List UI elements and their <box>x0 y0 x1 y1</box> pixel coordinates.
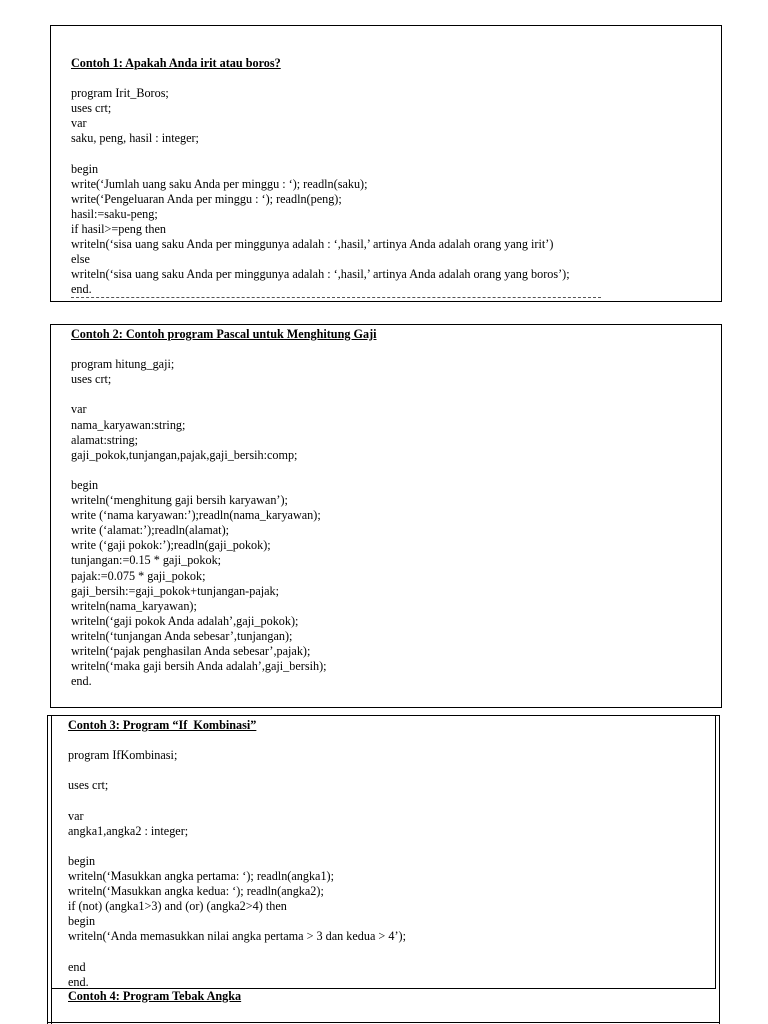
example-4-title: Contoh 4: Program Tebak Angka <box>68 988 242 1003</box>
code-line: uses crt; <box>71 372 112 387</box>
code-line: var <box>68 808 84 823</box>
code-line: writeln(nama_karyawan); <box>71 598 197 613</box>
code-line: write (‘alamat:’);readln(alamat); <box>71 523 230 538</box>
code-line: writeln(‘sisa uang saku Anda per minggunya adalah : ‘,hasil,’ artinya Anda adalah orang yang irit’) <box>71 237 554 252</box>
code-line: begin <box>71 161 99 176</box>
example-3-title: Contoh 3: Program “If Kombinasi” <box>68 718 257 732</box>
code-line <box>71 147 711 162</box>
code-line: begin <box>68 914 96 929</box>
code-line: alamat:string; <box>71 432 139 447</box>
code-line: write (‘gaji pokok:’);readln(gaji_pokok); <box>71 538 271 553</box>
code-line: writeln(‘maka gaji bersih Anda adalah’,gaji_bersih); <box>71 659 327 674</box>
frame-line <box>51 715 52 1024</box>
code-line: writeln(‘tunjangan Anda sebesar’,tunjangan); <box>71 628 293 643</box>
code-line: writeln(‘Masukkan angka kedua: ‘); readln(angka2); <box>68 884 324 899</box>
code-line <box>71 342 711 357</box>
code-line: program Irit_Boros; <box>71 86 169 101</box>
code-line: hasil:=saku-peng; <box>71 206 158 221</box>
code-line: write(‘Jumlah uang saku Anda per minggu : ‘); readln(saku); <box>71 176 368 191</box>
code-line: writeln(‘gaji pokok Anda adalah’,gaji_pokok); <box>71 613 299 628</box>
frame-line <box>715 715 716 989</box>
code-line <box>68 763 709 778</box>
code-line <box>71 463 711 478</box>
code-line: if (not) (angka1>3) and (or) (angka2>4) then <box>68 899 287 914</box>
code-line: gaji_bersih:=gaji_pokok+tunjangan-pajak; <box>71 583 280 598</box>
code-line: writeln(‘Masukkan angka pertama: ‘); readln(angka1); <box>68 868 334 883</box>
code-line: var <box>71 116 87 131</box>
code-line: end. <box>71 674 92 689</box>
code-line <box>68 793 709 808</box>
code-line: saku, peng, hasil : integer; <box>71 131 199 146</box>
code-line: end. <box>71 282 92 297</box>
example-2-title: Contoh 2: Contoh program Pascal untuk Menghitung Gaji <box>71 327 377 341</box>
code-line <box>71 71 711 86</box>
example-3-box <box>47 715 720 1024</box>
code-line: angka1,angka2 : integer; <box>68 823 189 838</box>
code-line: pajak:=0.075 * gaji_pokok; <box>71 568 206 583</box>
code-line: else <box>71 252 90 267</box>
code-line: program hitung_gaji; <box>71 357 175 372</box>
code-line: write (‘nama karyawan:’);readln(nama_karyawan); <box>71 508 321 523</box>
code-line: writeln(‘sisa uang saku Anda per minggunya adalah : ‘,hasil,’ artinya Anda adalah orang yang boros’); <box>71 267 570 282</box>
code-line: uses crt; <box>68 778 109 793</box>
code-line: write(‘Pengeluaran Anda per minggu : ‘); readln(peng); <box>71 191 342 206</box>
code-line <box>68 839 709 854</box>
code-line: writeln(‘menghitung gaji bersih karyawan’); <box>71 493 288 508</box>
frame-line <box>51 988 716 989</box>
code-line: begin <box>68 853 96 868</box>
code-line: nama_karyawan:string; <box>71 417 186 432</box>
code-line: program IfKombinasi; <box>68 748 178 763</box>
example-2-box <box>50 324 722 708</box>
code-line: writeln(‘Anda memasukkan nilai angka pertama > 3 dan kedua > 4’); <box>68 929 406 944</box>
code-line: end. <box>68 974 89 989</box>
code-line: writeln(‘pajak penghasilan Anda sebesar’,pajak); <box>71 643 311 658</box>
code-line: end <box>68 959 86 974</box>
code-line: var <box>71 402 87 417</box>
example-1-box <box>50 25 722 302</box>
code-line: gaji_pokok,tunjangan,pajak,gaji_bersih:comp; <box>71 447 298 462</box>
frame-line <box>47 1022 720 1023</box>
page-break-dash <box>71 297 601 298</box>
code-line: if hasil>=peng then <box>71 222 166 237</box>
code-line: begin <box>71 477 99 492</box>
code-line <box>68 733 709 748</box>
code-line: tunjangan:=0.15 * gaji_pokok; <box>71 553 222 568</box>
code-line <box>68 944 709 959</box>
code-line <box>71 387 711 402</box>
example-1-title: Contoh 1: Apakah Anda irit atau boros? <box>71 56 281 70</box>
code-line: uses crt; <box>71 101 112 116</box>
